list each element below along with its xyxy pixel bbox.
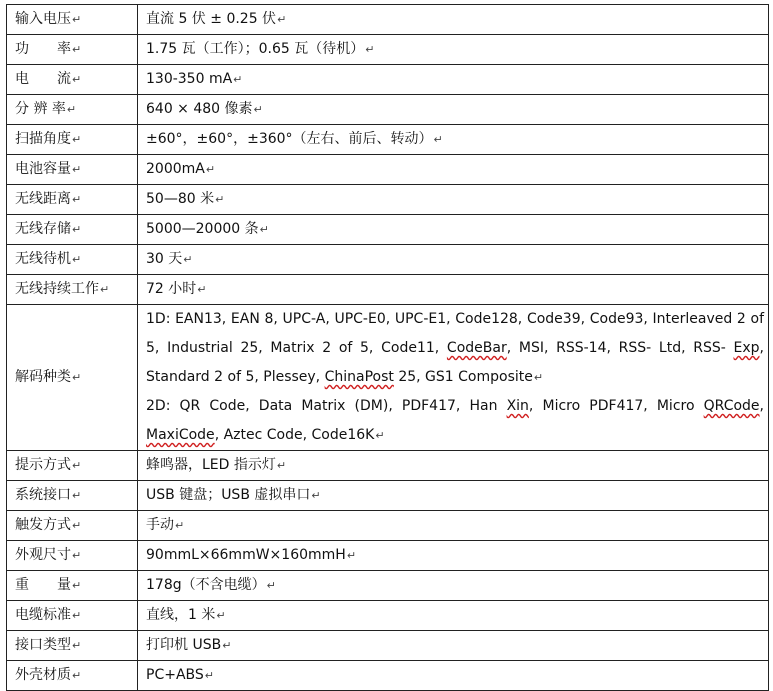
spec-value-cell	[138, 215, 769, 245]
spec-label: 触发方式	[15, 517, 71, 533]
spec-label-cell	[7, 275, 138, 305]
spec-row	[7, 511, 769, 541]
paragraph-mark-icon: ↵	[365, 43, 375, 56]
paragraph-mark-icon: ↵	[72, 549, 82, 562]
spec-label-cell	[7, 5, 138, 35]
spec-value: 50—80 米	[146, 191, 215, 207]
spec-label-cell	[7, 511, 138, 541]
paragraph-mark-icon: ↵	[72, 639, 82, 652]
spec-value-cell	[138, 631, 769, 661]
spec-row	[7, 95, 769, 125]
spec-table	[6, 4, 769, 691]
spec-label: 系统接口	[15, 487, 71, 503]
spec-value: 72 小时	[146, 281, 197, 297]
spec-label: 电池容量	[15, 161, 71, 177]
spec-label-cell	[7, 95, 138, 125]
spec-value: 640 × 480 像素	[146, 101, 253, 117]
spec-label: 电缆标准	[15, 607, 71, 623]
spec-row	[7, 185, 769, 215]
paragraph-mark-icon: ↵	[233, 73, 243, 86]
spec-row	[7, 125, 769, 155]
paragraph-mark-icon: ↵	[183, 253, 193, 266]
paragraph-mark-icon: ↵	[72, 371, 82, 384]
spec-label: 提示方式	[15, 457, 71, 473]
paragraph-mark-icon: ↵	[175, 519, 185, 532]
spec-row	[7, 275, 769, 305]
spec-value-cell	[138, 661, 769, 691]
spec-value-cell	[138, 601, 769, 631]
spec-label-cell	[7, 155, 138, 185]
spellcheck-word: Exp	[733, 340, 760, 356]
spec-value: 130-350 mA	[146, 71, 233, 87]
spec-value: 2000mA	[146, 161, 205, 177]
spellcheck-word: Xin	[506, 398, 529, 414]
paragraph-mark-icon: ↵	[276, 459, 287, 472]
paragraph-mark-icon: ↵	[259, 223, 269, 236]
paragraph-mark-icon: ↵	[72, 43, 82, 56]
spec-value-cell	[138, 275, 769, 305]
paragraph-mark-icon: ↵	[277, 13, 287, 26]
spec-value: 178g（不含电缆）	[146, 577, 266, 593]
paragraph-mark-icon: ↵	[72, 579, 82, 592]
decode-2d-paragraph	[146, 392, 764, 450]
paragraph-mark-icon: ↵	[72, 223, 82, 236]
spec-value-cell	[138, 125, 769, 155]
spec-label: 外壳材质	[15, 667, 71, 683]
spec-label-cell	[7, 245, 138, 275]
paragraph-mark-icon: ↵	[433, 133, 443, 146]
paragraph-mark-icon: ↵	[66, 103, 77, 116]
spec-label-cell	[7, 661, 138, 691]
decode-text: 2D: QR Code, Data Matrix (DM), PDF417, Han	[146, 398, 507, 414]
paragraph-mark-icon: ↵	[72, 193, 82, 206]
spec-label-cell	[7, 631, 138, 661]
spec-value: 直线，1 米	[146, 607, 216, 623]
spec-value-cell	[138, 451, 769, 481]
spec-value-cell	[138, 35, 769, 65]
spec-value-cell	[138, 95, 769, 125]
decode-text: , Micro PDF417, Micro	[528, 398, 704, 414]
spec-row	[7, 451, 769, 481]
spellcheck-word: CodeBar	[446, 340, 507, 356]
spec-row	[7, 245, 769, 275]
paragraph-mark-icon: ↵	[346, 549, 357, 562]
spec-label: 无线待机	[15, 251, 71, 267]
spec-row	[7, 5, 769, 35]
paragraph-mark-icon: ↵	[72, 73, 82, 86]
decode-text: , Aztec Code, Code16K	[214, 427, 375, 443]
spec-value: ±60°，±60°，±360°（左右、前后、转动）	[146, 131, 433, 147]
spec-value: 90mmL×66mmW×160mmH	[146, 547, 346, 563]
spec-label: 重 量	[15, 577, 71, 593]
decode-text: 1D: EAN13, EAN 8, UPC-A, UPC-E0, UPC-E1, Code128, Code39, Code93, Interleaved 2 of 5, Industrial 25, Matrix 2 of 5, Code11,	[146, 311, 764, 356]
spec-label-cell	[7, 451, 138, 481]
spellcheck-word: ChinaPost	[324, 369, 394, 385]
spec-value-cell	[138, 155, 769, 185]
spec-value: 5000—20000 条	[146, 221, 259, 237]
paragraph-mark-icon: ↵	[311, 489, 321, 502]
spec-label: 无线距离	[15, 191, 71, 207]
spec-label-cell	[7, 571, 138, 601]
spec-row	[7, 661, 769, 691]
decode-text: 25, GS1 Composite	[393, 369, 533, 385]
spec-label-cell	[7, 541, 138, 571]
paragraph-mark-icon: ↵	[72, 489, 82, 502]
spec-label-cell	[7, 601, 138, 631]
spec-value: 30 天	[146, 251, 183, 267]
spec-value: 手动	[146, 517, 174, 533]
spec-label-cell	[7, 305, 138, 451]
paragraph-mark-icon: ↵	[72, 253, 82, 266]
paragraph-mark-icon: ↵	[72, 163, 82, 176]
spec-value: PC+ABS	[146, 667, 204, 683]
spec-label: 功 率	[15, 41, 71, 57]
spec-value: USB 键盘；USB 虚拟串口	[146, 487, 311, 503]
spec-label-cell	[7, 215, 138, 245]
spec-label-cell	[7, 125, 138, 155]
spec-value-cell	[138, 185, 769, 215]
paragraph-mark-icon: ↵	[197, 283, 207, 296]
spec-value: 直流 5 伏 ± 0.25 伏	[146, 11, 277, 27]
decode-text: , MSI, RSS-14, RSS- Ltd, RSS-	[506, 340, 734, 356]
spec-value: 1.75 瓦（工作）；0.65 瓦（待机）	[146, 41, 365, 57]
decode-1d-paragraph	[146, 305, 764, 392]
spec-row	[7, 541, 769, 571]
paragraph-mark-icon: ↵	[205, 163, 216, 176]
paragraph-mark-icon: ↵	[100, 283, 110, 296]
spec-table-body	[7, 5, 769, 691]
spec-row	[7, 215, 769, 245]
spec-row	[7, 571, 769, 601]
spellcheck-word: MaxiCode	[146, 427, 215, 443]
spec-value-cell	[138, 511, 769, 541]
paragraph-mark-icon: ↵	[72, 609, 82, 622]
spec-row	[7, 35, 769, 65]
paragraph-mark-icon: ↵	[215, 193, 225, 206]
paragraph-mark-icon: ↵	[222, 639, 232, 652]
paragraph-mark-icon: ↵	[72, 459, 82, 472]
paragraph-mark-icon: ↵	[72, 133, 82, 146]
spec-row	[7, 65, 769, 95]
paragraph-mark-icon: ↵	[72, 519, 82, 532]
spec-value-cell	[138, 245, 769, 275]
spec-value-cell	[138, 481, 769, 511]
spec-row	[7, 155, 769, 185]
spec-label-cell	[7, 35, 138, 65]
spec-label: 无线存储	[15, 221, 71, 237]
spec-value-cell	[138, 541, 769, 571]
paragraph-mark-icon: ↵	[266, 579, 276, 592]
spec-row-decode	[7, 305, 769, 451]
spec-value-cell	[138, 65, 769, 95]
spec-value: 蜂鸣器，LED 指示灯	[146, 457, 276, 473]
spec-label: 解码种类	[15, 369, 71, 385]
paragraph-mark-icon: ↵	[533, 371, 544, 384]
paragraph-mark-icon: ↵	[375, 429, 385, 442]
paragraph-mark-icon: ↵	[253, 103, 263, 116]
spellcheck-word: QRCode	[703, 398, 760, 414]
spec-label: 接口类型	[15, 637, 71, 653]
spec-value: 打印机 USB	[146, 637, 222, 653]
paragraph-mark-icon: ↵	[72, 669, 82, 682]
decode-types-cell	[138, 305, 769, 451]
spec-row	[7, 481, 769, 511]
spec-label: 外观尺寸	[15, 547, 71, 563]
spec-label-cell	[7, 481, 138, 511]
decode-text: ,	[759, 398, 764, 414]
spec-label: 扫描角度	[15, 131, 71, 147]
spec-label-cell	[7, 185, 138, 215]
spec-label: 输入电压	[15, 11, 71, 27]
spec-label: 分 辨 率	[15, 101, 66, 117]
paragraph-mark-icon: ↵	[216, 609, 226, 622]
paragraph-mark-icon: ↵	[204, 669, 214, 682]
spec-label: 无线持续工作	[15, 281, 99, 297]
spec-row	[7, 601, 769, 631]
spec-value-cell	[138, 5, 769, 35]
spec-label: 电 流	[15, 71, 71, 87]
spec-value-cell	[138, 571, 769, 601]
spec-row	[7, 631, 769, 661]
spec-label-cell	[7, 65, 138, 95]
decode-text: , Standard 2 of 5, Plessey,	[146, 340, 764, 385]
paragraph-mark-icon: ↵	[72, 13, 82, 26]
